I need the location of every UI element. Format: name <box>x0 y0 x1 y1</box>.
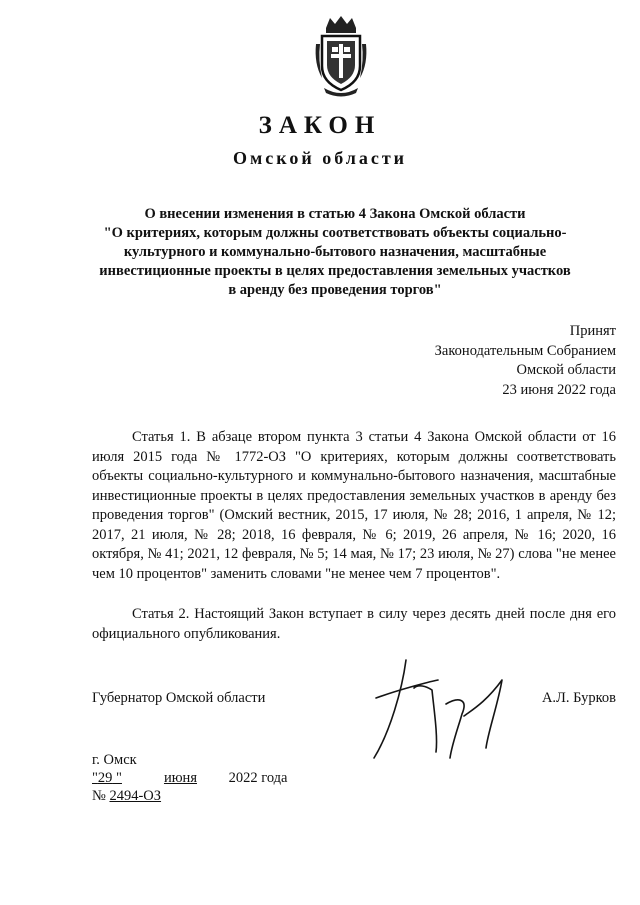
signatory-name: А.Л. Бурков <box>541 690 616 706</box>
signatory-position: Губернатор Омской области <box>92 690 266 706</box>
number-value: 2494-ОЗ <box>109 788 162 804</box>
heading-line: культурного и коммунально-бытового назначения, масштабные <box>123 244 547 260</box>
signing-city: г. Омск <box>92 752 137 768</box>
heading-line: О внесении изменения в статью 4 Закона Омской области <box>144 206 526 222</box>
article-1 <box>92 428 616 584</box>
adoption-block <box>435 322 616 400</box>
adopted-line: Законодательным Собранием <box>434 342 616 359</box>
law-heading <box>90 205 580 300</box>
document-title: ЗАКОН <box>258 112 382 139</box>
date-month: июня <box>163 770 197 786</box>
date-year: 2022 года <box>228 770 288 786</box>
signing-date <box>92 770 287 787</box>
number-label: № <box>92 788 106 804</box>
adopted-line: Омской области <box>516 362 616 378</box>
heading-line: "О критериях, которым должны соответствовать объекты социально- <box>103 225 567 241</box>
handwritten-signature <box>368 640 518 760</box>
date-day: "29 " <box>92 770 122 786</box>
law-number <box>92 788 161 805</box>
adopted-date: 23 июня 2022 года <box>502 381 616 398</box>
coat-of-arms-icon <box>312 14 370 98</box>
article-2 <box>92 605 616 644</box>
heading-line: инвестиционные проекты в целях предоставления земельных участков <box>99 263 571 279</box>
article-1-text: Статья 1. В абзаце втором пункта 3 статьи 4 Закона Омской области от 16 июля 2015 года № 1772-ОЗ "О критериях, которым должны соответствовать объекты социально-культурного и коммунально-бытового назначения, масштабные инвестиционные проекты в целях предоставления земельных участков в аренду без проведения торгов" (Омский вестник, 2015, 17 июля, № 28; 2016, 1 апреля, № 12; 2017, 21 июля, № 28; 2018, 16 февраля, № 6; 2019, 26 апреля, № 16; 2020, 16 октября, № 41; 2021, 12 февраля, № 5; 14 мая, № 17; 23 июля, № 27) слова "не менее чем 10 процентов" заменить словами "не менее чем 7 процентов". <box>92 429 616 582</box>
document-subtitle: Омской области <box>232 148 408 168</box>
adopted-line: Принят <box>569 323 616 339</box>
article-2-text: Статья 2. Настоящий Закон вступает в силу через десять дней после дня его официального опубликования. <box>92 606 616 642</box>
heading-line: в аренду без проведения торгов" <box>228 282 442 298</box>
